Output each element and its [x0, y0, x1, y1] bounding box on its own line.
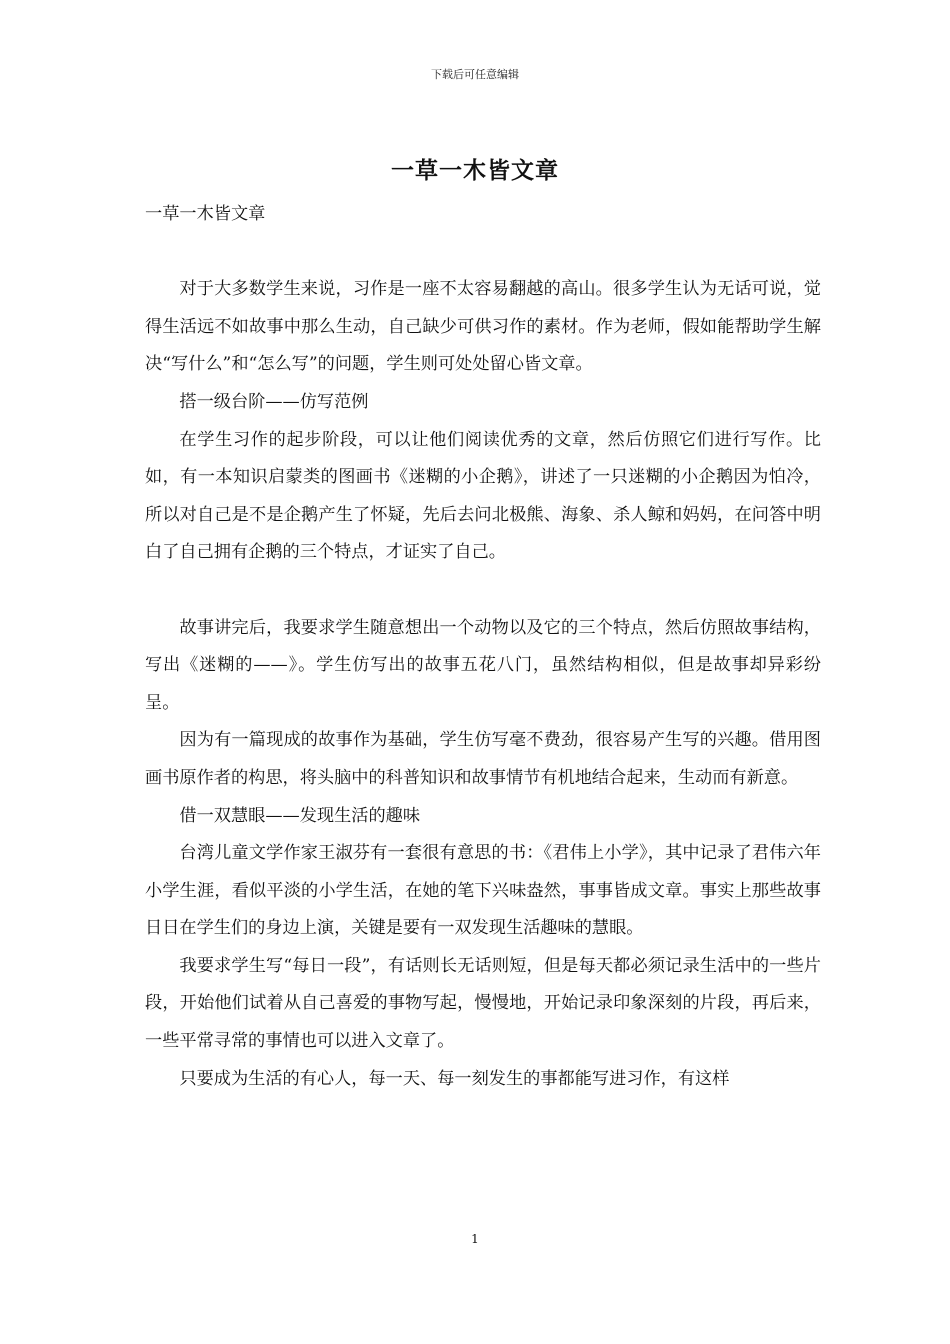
paragraph-conclusion: 只要成为生活的有心人，每一天、每一刻发生的事都能写进习作，有这样 [179, 1068, 730, 1089]
header-note: 下载后可任意编辑 [431, 68, 519, 81]
paragraph-book-example: 台湾儿童文学作家王淑芬有一套很有意思的书：《君伟上小学》，其中记录了君伟六年小学生涯，看似平淡的小学生活，在她的笔下兴味盎然，事事皆成文章。事实上那些故事日日在学生们的身边上演，关键是要有一双发现生活趣味的慧眼。 [145, 843, 821, 939]
document-title: 一草一木皆文章 [391, 157, 559, 184]
page-number: 1 [471, 1232, 479, 1246]
document-subtitle: 一草一木皆文章 [145, 204, 266, 224]
blank-line [145, 234, 821, 272]
paragraph-story-result: 故事讲完后，我要求学生随意想出一个动物以及它的三个特点，然后仿照故事结构，写出《迷糊的——》。学生仿写出的故事五花八门，虽然结构相似，但是故事却异彩纷呈。 [145, 617, 821, 713]
paragraph-imitation-example: 在学生习作的起步阶段，可以让他们阅读优秀的文章，然后仿照它们进行写作。比如，有一本知识启蒙类的图画书《迷糊的小企鹅》，讲述了一只迷糊的小企鹅因为怕冷，所以对自己是不是企鹅产生了怀疑，先后去问北极熊、海象、杀人鲸和妈妈，在问答中明白了自己拥有企鹅的三个特点，才证实了自己。 [145, 429, 821, 563]
paragraph-intro: 对于大多数学生来说，习作是一座不太容易翻越的高山。很多学生认为无话可说，觉得生活远不如故事中那么生动，自己缺少可供习作的素材。作为老师，假如能帮助学生解决“写什么”和“怎么写”的问题，学生则可处处留心皆文章。 [145, 279, 821, 375]
blank-line [145, 572, 821, 610]
paragraph-imitation-benefit: 因为有一篇现成的故事作为基础，学生仿写毫不费劲，很容易产生写的兴趣。借用图画书原作者的构思，将头脑中的科普知识和故事情节有机地结合起来，生动而有新意。 [145, 730, 821, 788]
section-heading-imitation: 搭一级台阶——仿写范例 [179, 391, 369, 412]
document-body [145, 196, 821, 1098]
section-heading-discovery: 借一双慧眼——发现生活的趣味 [179, 805, 421, 826]
paragraph-daily-writing: 我要求学生写“每日一段”，有话则长无话则短，但是每天都必须记录生活中的一些片段，开始他们试着从自己喜爱的事物写起，慢慢地，开始记录印象深刻的片段，再后来，一些平常寻常的事情也可以进入文章了。 [145, 955, 821, 1052]
